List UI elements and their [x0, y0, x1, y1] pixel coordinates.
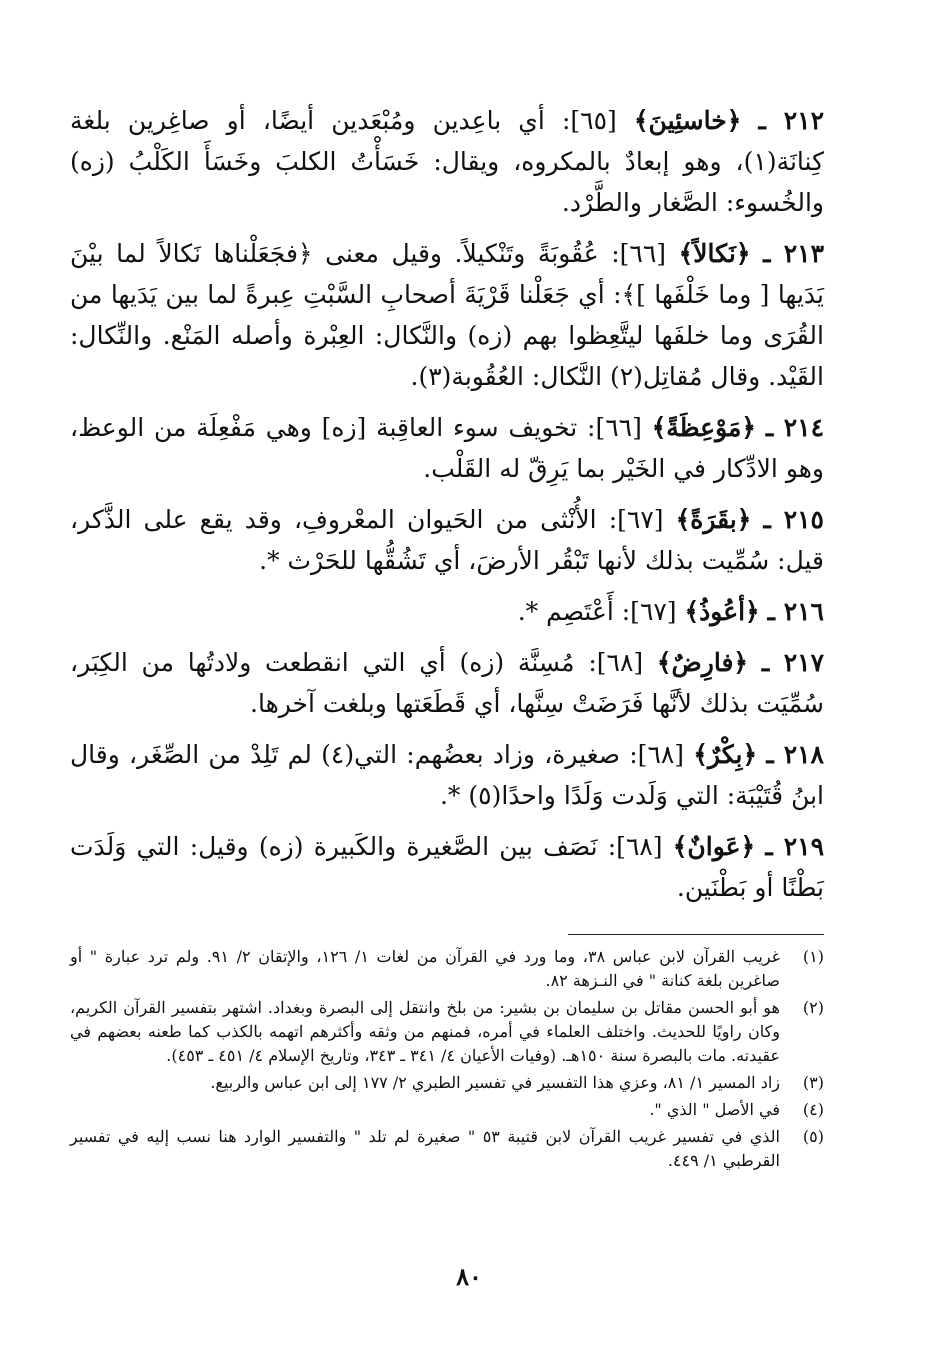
entry-number: ٢١٧ ـ	[761, 648, 825, 677]
footnote-text: الذي في تفسير غريب القرآن لابن قتيبة ٥٣ " صغيرة لم تلد " والتفسير الوارد هنا نسب إليه في تفسير القرطبي ١/ ٤٤٩.	[70, 1127, 780, 1170]
footnote-3	[70, 1071, 824, 1095]
entry-word: ﴿خاسئِينَ﴾	[633, 106, 742, 135]
entry-214	[70, 407, 824, 489]
entry-number: ٢١٥ ـ	[763, 505, 824, 534]
page-number: ٨٠	[456, 1262, 482, 1291]
footnote-number: (٢)	[802, 998, 824, 1017]
footnote-number: (٣)	[802, 1073, 824, 1092]
entry-text: [٦٧]: أَعْتَصِم *.	[517, 597, 685, 626]
entry-text: [٦٦]: تخويف سوء العاقِبة [زه] وهي مَفْعِلَة من الوعظ، وهو الادِّكار في الخَيْر بما يَرِقّ له القَلْب.	[70, 413, 824, 483]
entry-number: ٢١٦ ـ	[767, 597, 824, 626]
footnote-2	[70, 996, 824, 1068]
footnote-number: (٤)	[802, 1100, 824, 1119]
entry-number: ٢١٣ ـ	[763, 239, 825, 268]
entry-word: ﴿أعُوذُ﴾	[684, 597, 760, 626]
footnote-5	[70, 1125, 824, 1173]
footnote-text: غريب القرآن لابن عباس ٣٨، وما ورد في القرآن من لغات ١/ ١٢٦، والإتقان ٢/ ٩١. ولم ترد عبارة " أو صاغرين بلغة كنانة " في النـزهة ٨٢.	[70, 947, 781, 990]
footnote-text: هو أبو الحسن مقاتل بن سليمان بن بشير: من بلخ وانتقل إلى البصرة وبغداد. اشتهر بتفسير القرآن الكريم، وكان راويًا للحديث. واختلف العلماء في أمره، فمنهم من وثقه وأكثرهم اتهمه بالكذب كما طعنه بعضهم في عقيدته. مات بالبصرة سنة ١٥٠هـ. (وفيات الأعيان ٤/ ٣٤١ ـ ٣٤٣، وتاريخ الإسلام ٤/ ٤٥١ ـ ٤٥٣).	[70, 998, 780, 1065]
entry-number: ٢١٢ ـ	[758, 106, 825, 135]
entry-218	[70, 734, 824, 816]
entry-216	[70, 591, 824, 632]
entry-text: [٦٨]: صغيرة، وزاد بعضُهم: التي(٤) لم تَلِدْ من الصِّغَر، وقال ابنُ قُتَيْبَة: التي وَلَدت وَلَدًا واحدًا(٥) *.	[70, 740, 824, 810]
page-body	[70, 100, 824, 1176]
entry-word: ﴿عَوانٌ﴾	[672, 832, 756, 861]
footnote-number: (٥)	[802, 1127, 824, 1146]
entry-word: ﴿بِكْرٌ﴾	[693, 740, 758, 769]
entry-219	[70, 826, 824, 908]
entry-number: ٢١٩ ـ	[765, 832, 825, 861]
entry-word: ﴿بقَرَةً﴾	[675, 505, 752, 534]
entry-215	[70, 499, 824, 581]
footnote-text: زاد المسير ١/ ٨١، وعزي هذا التفسير في تفسير الطبري ٢/ ١٧٧ إلى ابن عباس والربيع.	[210, 1073, 780, 1092]
entry-word: ﴿نَكالاً﴾	[678, 239, 751, 268]
entry-word: ﴿مَوْعِظَةً﴾	[651, 413, 757, 442]
footnote-4	[70, 1098, 824, 1122]
entry-text: [٦٨]: نَصَف بين الصَّغيرة والكَبيرة (زه) وقيل: التي وَلَدَت بَطْنًا أو بَطْنَين.	[70, 832, 824, 902]
footnote-divider	[568, 934, 824, 935]
entry-word: ﴿فارِضٌ﴾	[656, 648, 749, 677]
entry-number: ٢١٤ ـ	[765, 413, 825, 442]
footnote-number: (١)	[802, 947, 824, 966]
entry-text: [٦٦]: عُقُوبَةً وتَنْكيلاً. وقيل معنى ﴿فجَعَلْناها نَكالاً لما بيْنَ يَدَيها [ وما خَلْفَها ]﴾: أي جَعَلْنا قَرْيَةَ أصحابِ السَّبْتِ عِبرةً لما بين يَدَيها من القُرَى وما خلفَها ليتَّعِظوا بهم (زه) والنَّكال: العِبْرة وأصله المَنْع. والنِّكال: القَيْد. وقال مُقاتِل(٢) النَّكال: العُقُوبة(٣).	[70, 239, 824, 391]
entry-text: [٦٥]: أي باعِدين ومُبْعَدين أيضًا، أو صاغِرين بلغة كِنانَة(١)، وهو إبعادٌ بالمكروه، ويقال: خَسَأْتُ الكلبَ وخَسَأَ الكَلْبُ (زه) والخُسوء: الصَّغار والطَّرْد.	[70, 106, 824, 217]
entry-212	[70, 100, 824, 223]
footnote-1	[70, 945, 824, 993]
footnote-text: في الأصل " الذي ".	[649, 1100, 780, 1119]
entry-217	[70, 642, 824, 724]
entry-text: [٦٨]: مُسِنَّة (زه) أي التي انقطعت ولادتُها من الكِبَر، سُمِّيَت بذلك لأنَّها فَرَضَتْ سِنَّها، أي قَطَعَتها وبلغت آخرها.	[70, 648, 824, 718]
entry-213	[70, 233, 824, 397]
entry-text: [٦٧]: الأُنْثى من الحَيوان المعْروفِ، وقد يقع على الذَّكر، قيل: سُمِّيت بذلك لأنها تَبْقُر الأرضَ، أي تَشُقُّها للحَرْث *.	[70, 505, 824, 575]
entry-number: ٢١٨ ـ	[766, 740, 824, 769]
